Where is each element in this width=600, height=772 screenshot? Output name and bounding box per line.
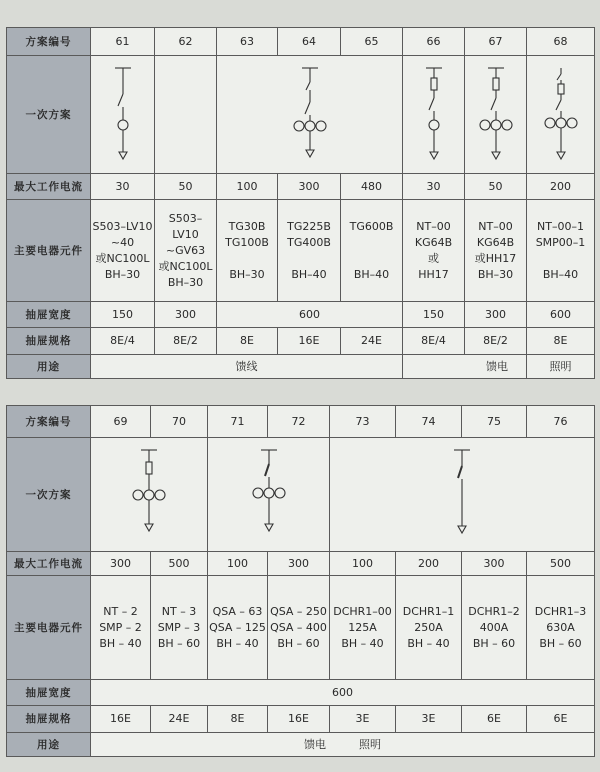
component-text: 125A [348, 620, 377, 634]
scheme-number: 67 [465, 28, 527, 56]
component-text: BH – 40 [99, 636, 142, 650]
component-text: QSA – 125 [209, 620, 266, 634]
usage-row [7, 733, 595, 757]
scheme-table-1 [6, 27, 595, 379]
max-current: 200 [396, 552, 462, 576]
components-cell [208, 576, 268, 680]
label-max-current: 最大工作电流 [7, 552, 91, 576]
label-scheme-number: 方案编号 [7, 406, 91, 438]
component-text: ~40 [110, 235, 135, 249]
scheme-number: 66 [403, 28, 465, 56]
label-drawer-spec: 抽屉规格 [7, 706, 91, 733]
primary-scheme-row [7, 56, 595, 174]
component-text: BH – 40 [341, 636, 384, 650]
component-text: BH – 60 [157, 636, 201, 650]
circuit-diagram [473, 60, 519, 170]
drawer-spec: 8E/2 [465, 328, 527, 355]
components-row [7, 576, 595, 680]
component-text: BH–40 [542, 267, 579, 281]
scheme-number: 72 [268, 406, 330, 438]
drawer-spec: 3E [396, 706, 462, 733]
drawer-spec: 16E [278, 328, 341, 355]
circuit-diagram [124, 442, 174, 548]
components-cell [91, 200, 155, 302]
component-text: BH–30 [104, 267, 141, 281]
label-primary-scheme: 一次方案 [7, 56, 91, 174]
component-text: SMP00–1 [535, 235, 586, 249]
component-text: BH–30 [167, 275, 204, 289]
drawer-spec: 8E [217, 328, 278, 355]
components-cell [268, 576, 330, 680]
scheme-number: 71 [208, 406, 268, 438]
component-text: QSA – 250 [270, 604, 327, 618]
max-current: 480 [341, 174, 403, 200]
component-text: BH–30 [229, 267, 265, 281]
component-text: KG64B [414, 235, 453, 249]
drawer-width: 150 [91, 302, 155, 328]
component-text: TG600B [349, 219, 394, 233]
component-text: NT–00–1 [537, 219, 584, 233]
max-current: 50 [465, 174, 527, 200]
components-cell [403, 200, 465, 302]
scheme-number: 70 [151, 406, 208, 438]
drawer-width: 600 [91, 680, 595, 706]
max-current: 100 [330, 552, 396, 576]
component-text: BH – 40 [407, 636, 450, 650]
component-text: SMP – 3 [157, 620, 201, 634]
circuit-diagram [108, 60, 138, 170]
component-text: S503–LV10 [168, 211, 203, 241]
scheme-number-row [7, 28, 595, 56]
drawer-spec: 3E [330, 706, 396, 733]
circuit-diagram-cell [208, 438, 330, 552]
circuit-diagram-cell [403, 56, 465, 174]
components-cell [396, 576, 462, 680]
component-text: BH–40 [291, 267, 327, 281]
drawer-spec-row [7, 706, 595, 733]
component-text: BH – 60 [472, 636, 516, 650]
component-text: NT – 2 [103, 604, 138, 618]
components-cell [91, 576, 151, 680]
label-main-components: 主要电器元件 [7, 576, 91, 680]
component-text [342, 251, 401, 267]
max-current-row [7, 552, 595, 576]
circuit-diagram [419, 60, 449, 170]
drawer-spec: 8E [527, 328, 595, 355]
drawer-width-row [7, 302, 595, 328]
components-cell [278, 200, 341, 302]
usage-cell [91, 733, 595, 757]
scheme-number: 73 [330, 406, 396, 438]
drawer-spec: 6E [527, 706, 595, 733]
max-current: 50 [155, 174, 217, 200]
scheme-number: 74 [396, 406, 462, 438]
component-text: DCHR1–00 [333, 604, 392, 618]
usage: 馈电 [403, 355, 527, 379]
drawer-spec: 8E [208, 706, 268, 733]
component-text [528, 251, 593, 267]
component-text: S503–LV10 [92, 219, 153, 233]
circuit-diagram [280, 60, 340, 170]
max-current-row [7, 174, 595, 200]
component-text: BH – 60 [539, 636, 582, 650]
components-cell [527, 576, 595, 680]
component-text: QSA – 400 [270, 620, 327, 634]
max-current: 30 [91, 174, 155, 200]
drawer-spec: 8E/2 [155, 328, 217, 355]
component-text: 630A [546, 620, 575, 634]
label-main-components: 主要电器元件 [7, 200, 91, 302]
component-text: TG30B [228, 219, 266, 233]
component-text: TG400B [287, 235, 331, 249]
max-current: 500 [527, 552, 595, 576]
scheme-number-row [7, 406, 595, 438]
drawer-width: 300 [155, 302, 217, 328]
circuit-diagram-cell [217, 56, 403, 174]
drawer-width: 150 [403, 302, 465, 328]
components-cell [341, 200, 403, 302]
scheme-number: 64 [278, 28, 341, 56]
component-text [279, 251, 339, 267]
component-text: TG225B [287, 219, 331, 233]
max-current: 300 [278, 174, 341, 200]
component-text: NT – 3 [161, 604, 197, 618]
drawer-spec: 24E [341, 328, 403, 355]
max-current: 100 [217, 174, 278, 200]
drawer-spec: 16E [91, 706, 151, 733]
max-current: 300 [91, 552, 151, 576]
label-primary-scheme: 一次方案 [7, 438, 91, 552]
component-text: 400A [479, 620, 509, 634]
label-max-current: 最大工作电流 [7, 174, 91, 200]
component-text: ~GV63 [165, 243, 206, 257]
circuit-diagram-cell [91, 56, 155, 174]
components-cell [462, 576, 527, 680]
usage: 馈线 [91, 355, 403, 379]
component-text: BH–40 [353, 267, 390, 281]
component-text: NT–00 [478, 219, 513, 233]
components-cell [155, 200, 217, 302]
component-text: 或NC100L [95, 251, 150, 265]
component-text: DCHR1–1 [402, 604, 455, 618]
max-current: 500 [151, 552, 208, 576]
label-drawer-width: 抽屉宽度 [7, 302, 91, 328]
components-cell [527, 200, 595, 302]
max-current: 100 [208, 552, 268, 576]
circuit-diagram-cell [155, 56, 217, 174]
usage-row [7, 355, 595, 379]
label-usage: 用途 [7, 733, 91, 757]
drawer-spec: 16E [268, 706, 330, 733]
circuit-diagram [538, 60, 584, 170]
circuit-diagram-cell [330, 438, 595, 552]
scheme-number: 62 [155, 28, 217, 56]
max-current: 300 [268, 552, 330, 576]
scheme-number: 68 [527, 28, 595, 56]
component-text [218, 251, 276, 267]
usage: 照明 [527, 355, 595, 379]
circuit-diagram-cell [91, 438, 208, 552]
component-text: KG64B [476, 235, 515, 249]
label-drawer-width: 抽屉宽度 [7, 680, 91, 706]
components-cell [465, 200, 527, 302]
scheme-table-2 [6, 405, 595, 757]
components-cell [217, 200, 278, 302]
drawer-spec: 8E/4 [91, 328, 155, 355]
component-text: BH–30 [477, 267, 514, 281]
drawer-spec: 6E [462, 706, 527, 733]
component-text: BH – 60 [277, 636, 320, 650]
component-text: 或 [428, 251, 439, 265]
components-cell [151, 576, 208, 680]
component-text: 250A [414, 620, 443, 634]
drawer-spec-row [7, 328, 595, 355]
circuit-diagram [437, 442, 487, 548]
max-current: 300 [462, 552, 527, 576]
drawer-width: 600 [217, 302, 403, 328]
components-cell [330, 576, 396, 680]
primary-scheme-row [7, 438, 595, 552]
label-scheme-number: 方案编号 [7, 28, 91, 56]
component-text: SMP – 2 [99, 620, 142, 634]
scheme-number: 61 [91, 28, 155, 56]
max-current: 30 [403, 174, 465, 200]
component-text: BH – 40 [216, 636, 259, 650]
drawer-width-row [7, 680, 595, 706]
component-text: DCHR1–3 [534, 604, 587, 618]
component-text: HH17 [418, 267, 449, 281]
label-drawer-spec: 抽屉规格 [7, 328, 91, 355]
usage: 照明 [359, 737, 381, 751]
max-current: 200 [527, 174, 595, 200]
drawer-spec: 24E [151, 706, 208, 733]
component-text: QSA – 63 [212, 604, 263, 618]
scheme-number: 69 [91, 406, 151, 438]
drawer-width: 600 [527, 302, 595, 328]
circuit-diagram [244, 442, 294, 548]
drawer-width: 300 [465, 302, 527, 328]
label-usage: 用途 [7, 355, 91, 379]
usage: 馈电 [304, 737, 326, 751]
circuit-diagram-cell [465, 56, 527, 174]
scheme-number: 65 [341, 28, 403, 56]
component-text: NT–00 [416, 219, 451, 233]
scheme-number: 75 [462, 406, 527, 438]
scheme-number: 63 [217, 28, 278, 56]
scheme-number: 76 [527, 406, 595, 438]
drawer-spec: 8E/4 [403, 328, 465, 355]
component-text: 或HH17 [474, 251, 517, 265]
circuit-diagram-cell [527, 56, 595, 174]
component-text: 或NC100L [158, 259, 213, 273]
component-text: TG100B [225, 235, 269, 249]
components-row [7, 200, 595, 302]
component-text: DCHR1–2 [468, 604, 520, 618]
component-text [342, 235, 401, 251]
